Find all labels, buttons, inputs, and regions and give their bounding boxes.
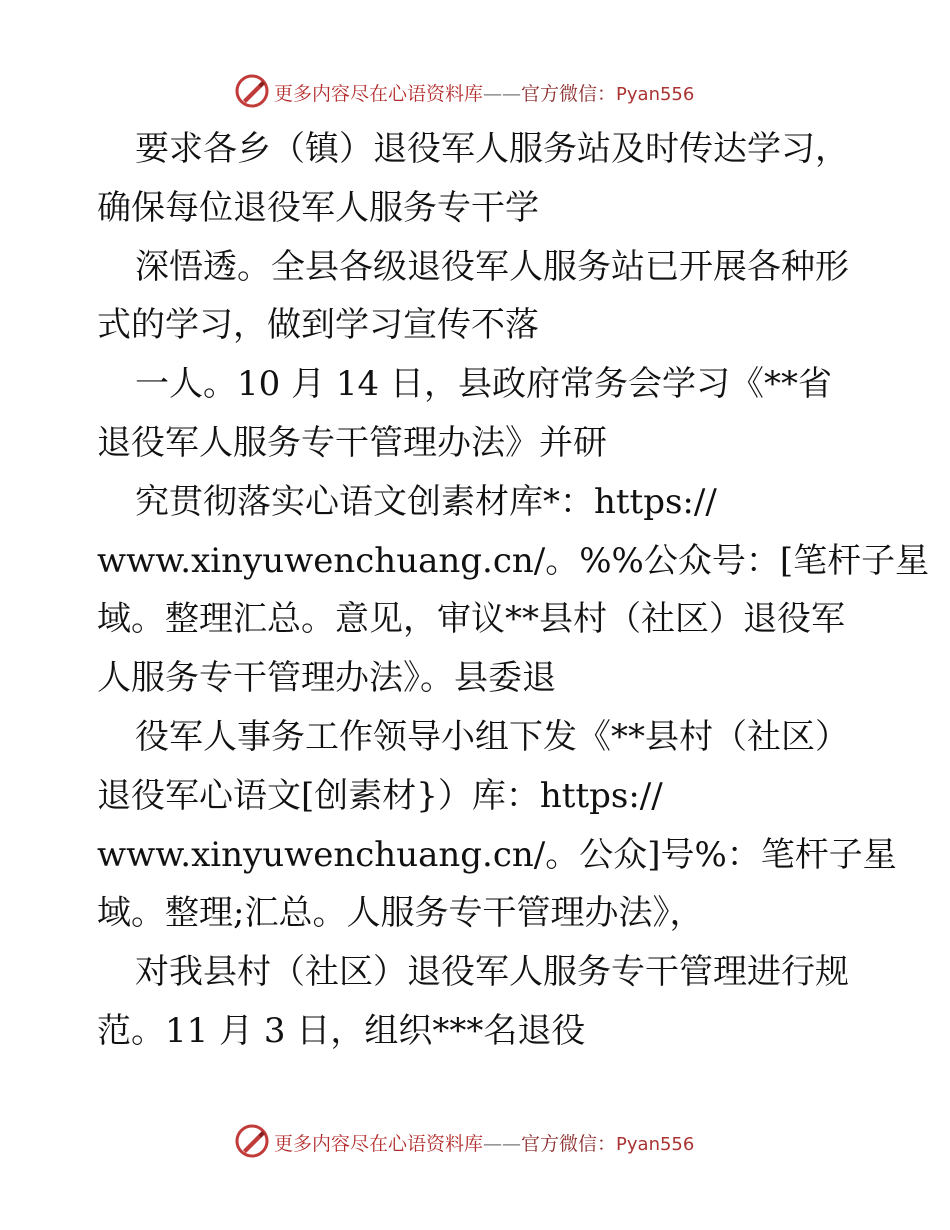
text-line: 深悟透。全县各级退役军人服务站已开展各种形: [135, 246, 849, 287]
footer-watermark-banner: [0, 1121, 950, 1161]
banner-wechat-id: Pyan556: [616, 1134, 695, 1155]
body-text: [97, 120, 930, 1061]
text-line: 退役军人服务专干管理办法》并研: [97, 422, 607, 463]
text-line: 对我县村（社区）退役军人服务专干管理进行规: [135, 952, 849, 993]
banner-main-text: 更多内容尽在心语资料库: [274, 83, 484, 105]
banner-label: 官方微信：: [521, 83, 617, 105]
text-line: 究贯彻落实心语文创素材库*：https://: [135, 481, 717, 522]
banner-dash: ——: [483, 1133, 522, 1155]
text-line: www.xinyuwenchuang.cn/。%%公众号：[笔杆子星: [97, 540, 930, 581]
text-line: 退役军心语文[创素材}）库：https://: [97, 775, 663, 816]
banner-main-text: 更多内容尽在心语资料库: [274, 1133, 484, 1155]
text-line: www.xinyuwenchuang.cn/。公众]号%：笔杆子星: [97, 834, 897, 875]
banner-wechat-id: Pyan556: [616, 84, 695, 105]
banner-dash: ——: [483, 83, 522, 105]
pen-logo-icon: [234, 73, 270, 109]
header-watermark-banner: [0, 71, 950, 111]
text-line: 人服务专干管理办法》。县委退: [97, 658, 556, 699]
text-line: 要求各乡（镇）退役军人服务站及时传达学习，: [135, 129, 849, 169]
banner-label: 官方微信：: [521, 1133, 617, 1155]
text-line: 式的学习，做到学习宣传不落: [97, 305, 539, 346]
pen-logo-icon: [234, 1123, 270, 1159]
text-line: 役军人事务工作领导小组下发《**县村（社区）: [135, 716, 849, 757]
text-line: 范。11 月 3 日，组织***名退役: [97, 1010, 586, 1051]
text-line: 域。整理汇总。意见，审议**县村（社区）退役军: [97, 599, 845, 640]
text-line: 域。整理;汇总。人服务专干管理办法》，: [97, 893, 704, 934]
text-line: 确保每位退役军人服务专干学: [97, 187, 539, 228]
text-line: 一人。10 月 14 日，县政府常务会学习《**省: [135, 364, 832, 405]
